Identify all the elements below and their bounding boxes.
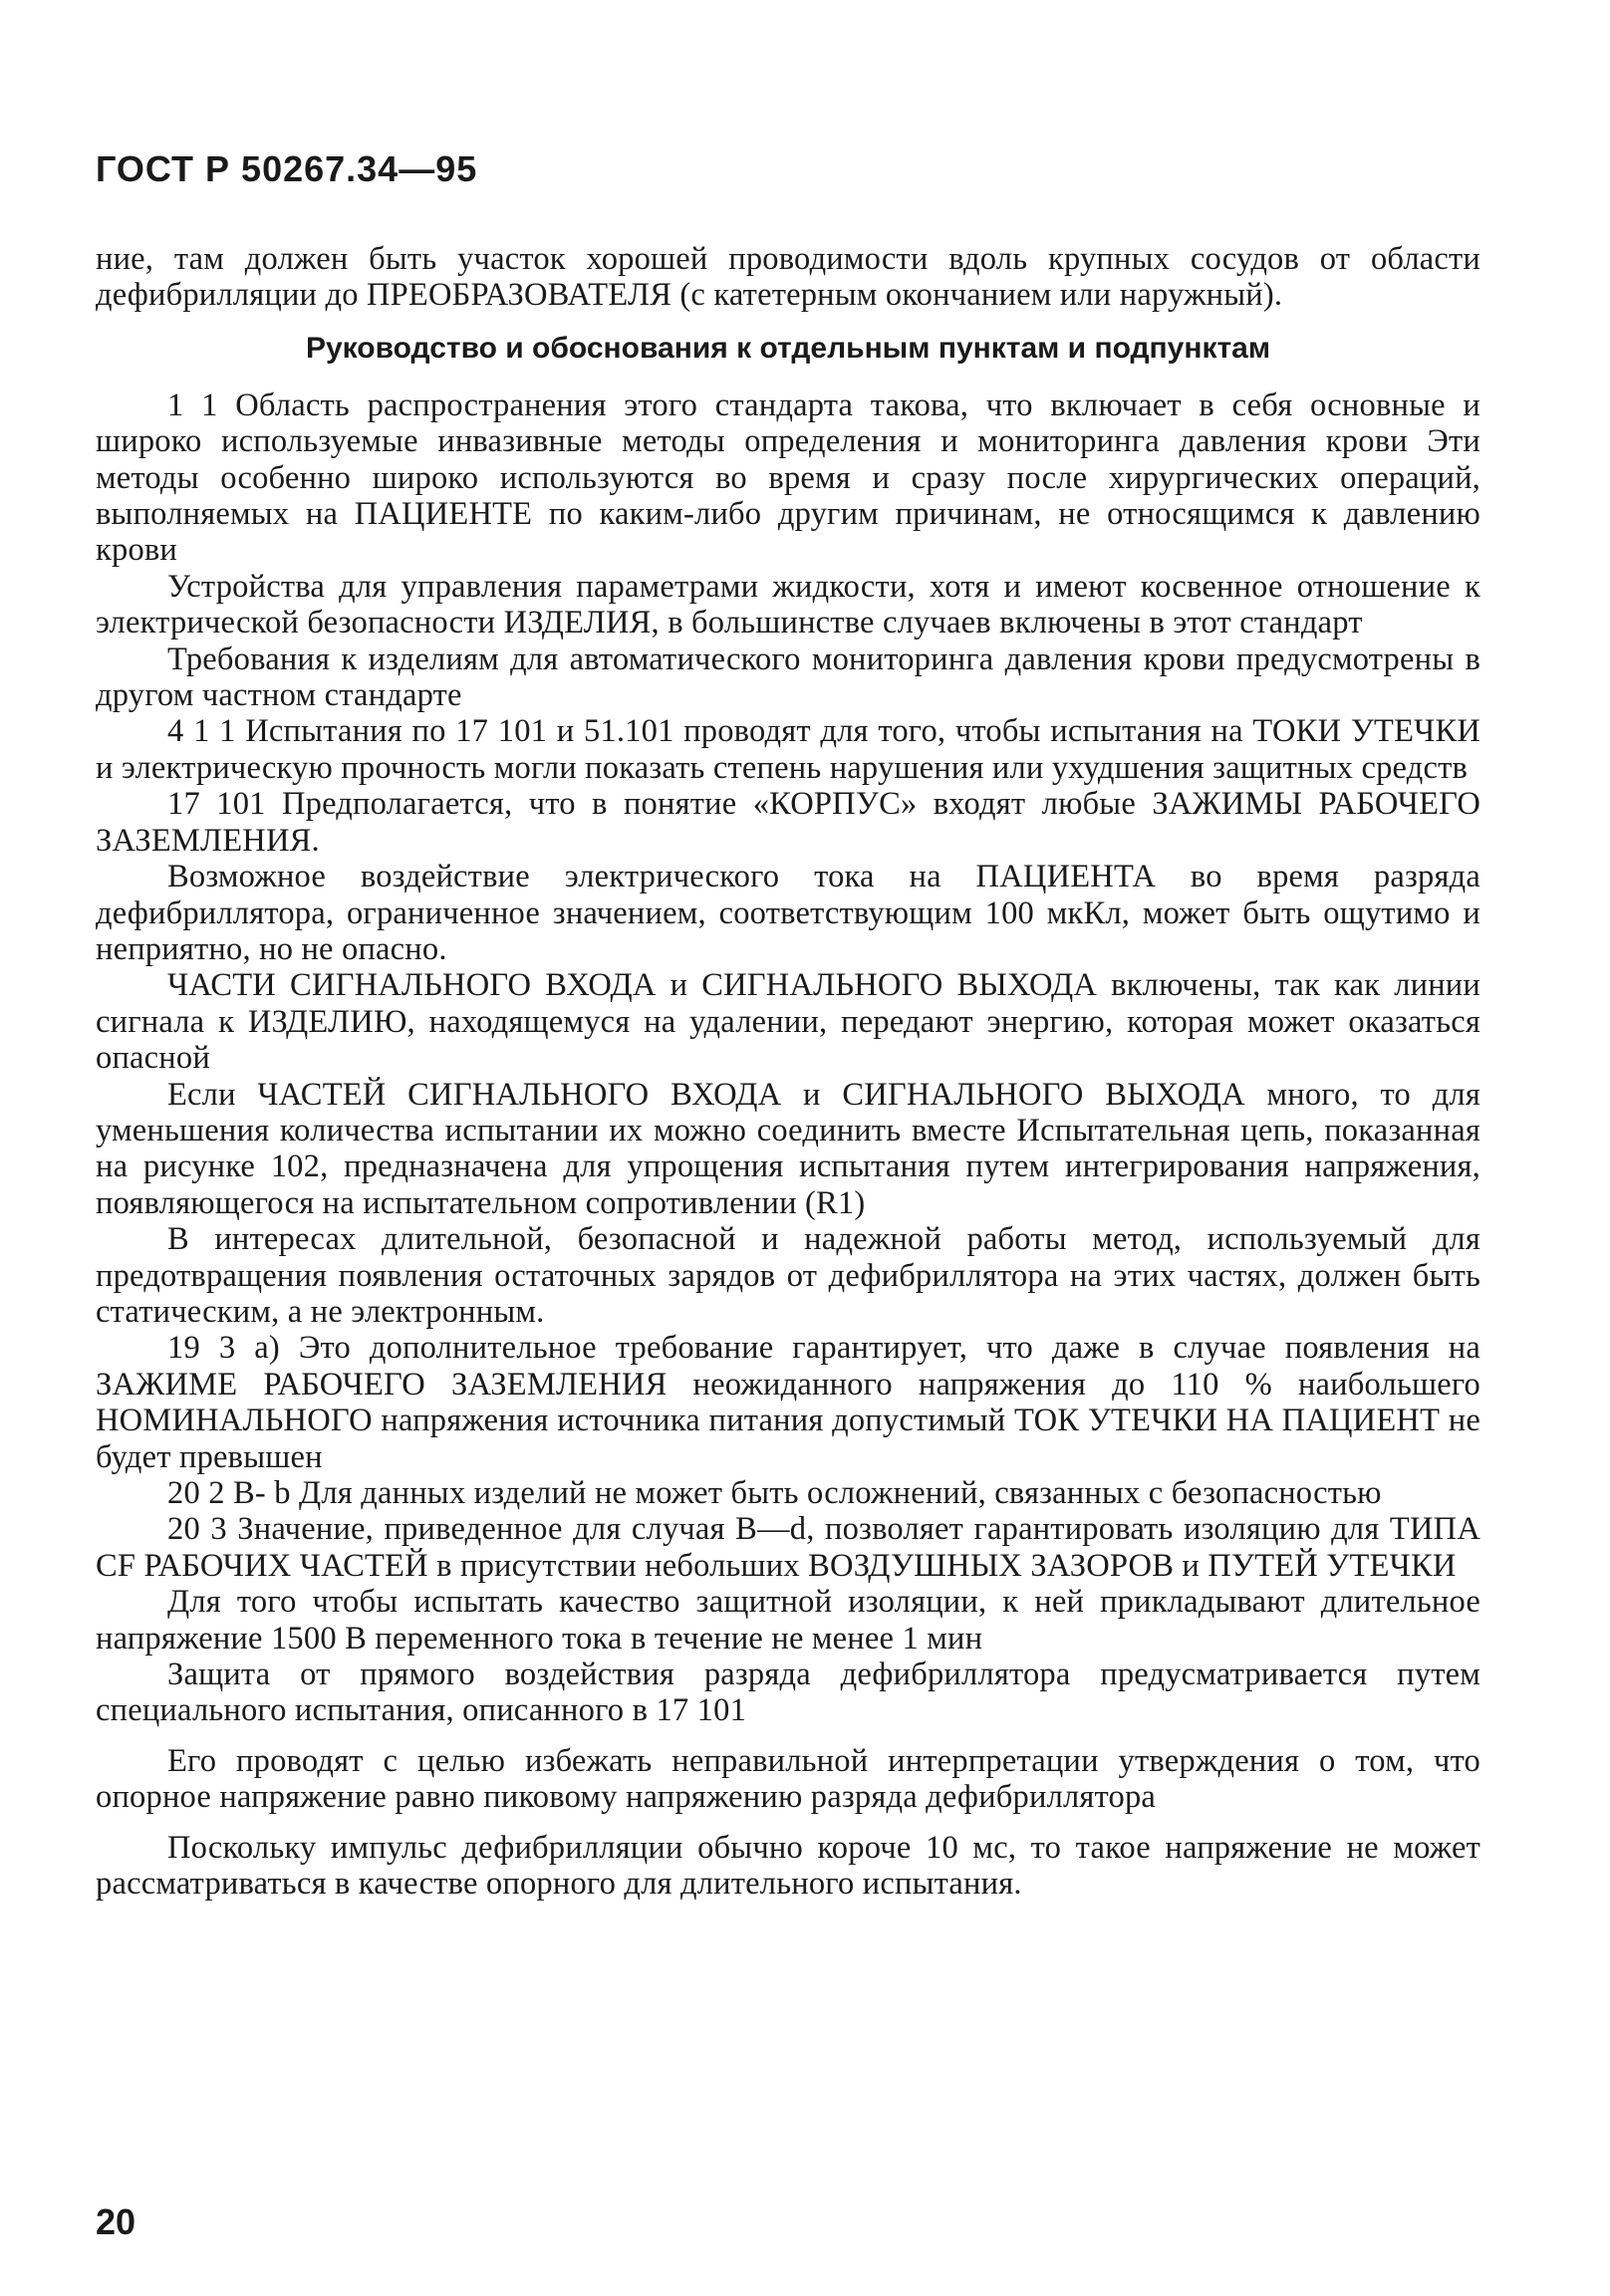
paragraph-interpretation: Его проводят с целью избежать неправильной интерпретации утверждения о том, что опорное напряжение равно пиковому напряжению разряда дефибриллятора (96, 1742, 1480, 1816)
paragraph-test-circuit: Если ЧАСТЕЙ СИГНАЛЬНОГО ВХОДА и СИГНАЛЬНОГО ВЫХОДА много, то для уменьшения количества испытании их можно соединить вместе Испытательная цепь, показанная на рисунке 102, предназначена для упрощения испытания путем интегрирования напряжения, появляющегося на испытательном сопротивлении (R1) (96, 1076, 1480, 1221)
paragraph-20-3: 20 3 Значение, приведенное для случая В—d, позволяет гарантировать изоляцию для ТИПА CF РАБОЧИХ ЧАСТЕЙ в присутствии небольших ВОЗДУШНЫХ ЗАЗОРОВ и ПУТЕЙ УТЕЧКИ (96, 1511, 1480, 1584)
paragraph-17-101: 17 101 Предполагается, что в понятие «КОРПУС» входят любые ЗАЖИМЫ РАБОЧЕГО ЗАЗЕМЛЕНИЯ. (96, 786, 1480, 859)
paragraph-20-2: 20 2 В- b Для данных изделий не может быть осложнений, связанных с безопасностью (167, 1475, 1382, 1511)
page-number: 20 (96, 2201, 136, 2242)
paragraph-insulation-test: Для того чтобы испытать качество защитной изоляции, к ней прикладывают длительное напряжение 1500 В переменного тока в течение не менее 1 мин (96, 1584, 1480, 1657)
document-page (96, 149, 1480, 1902)
paragraph-4-1-1: 4 1 1 Испытания по 17 101 и 51.101 проводят для того, чтобы испытания на ТОКИ УТЕЧКИ и электрическую прочность могли показать степень нарушения или ухудшения защитных средств (96, 713, 1480, 786)
paragraph-fluid-devices: Устройства для управления параметрами жидкости, хотя и имеют косвенное отношение к электрической безопасности ИЗДЕЛИЯ, в большинстве случаев включены в этот стандарт (96, 568, 1480, 641)
section-title: Руководство и обоснования к отдельным пунктам и подпунктам (305, 331, 1271, 365)
paragraph-impulse: Поскольку импульс дефибрилляции обычно короче 10 мс, то такое напряжение не может рассматриваться в качестве опорного для длительного испытания. (96, 1829, 1480, 1903)
paragraph-19-3-a: 19 3 а) Это дополнительное требование гарантирует, что даже в случае появления на ЗАЖИМЕ РАБОЧЕГО ЗАЗЕМЛЕНИЯ неожиданного напряжения до 110 % наибольшего НОМИНАЛЬНОГО напряжения источника питания допустимый ТОК УТЕЧКИ НА ПАЦИЕНТ не будет превышен (96, 1330, 1480, 1475)
paragraph-auto-monitoring: Требования к изделиям для автоматического мониторинга давления крови предусмотрены в другом частном стандарте (96, 640, 1480, 714)
paragraph-patient-current: Возможное воздействие электрического тока на ПАЦИЕНТА во время разряда дефибриллятора, ограниченное значением, соответствующим 100 мкКл, может быть ощутимо и неприятно, но не опасно. (96, 859, 1480, 967)
intro-paragraph: ние, там должен быть участок хорошей проводимости вдоль крупных сосудов от области дефибрилляции до ПРЕОБРАЗОВАТЕЛЯ (с катетерным окончанием или наружный). (96, 241, 1480, 314)
paragraph-scope: 1 1 Область распространения этого стандарта такова, что включает в себя основные и широко используемые инвазивные методы определения и мониторинга давления крови Эти методы особенно широко используются во время и сразу после хирургических операций, выполняемых на ПАЦИЕНТЕ по каким-либо другим причинам, не относящимся к давлению крови (96, 386, 1480, 569)
paragraph-signal-parts: ЧАСТИ СИГНАЛЬНОГО ВХОДА и СИГНАЛЬНОГО ВЫХОДА включены, так как линии сигнала к ИЗДЕЛИЮ, находящемуся на удалении, передают энергию, которая может оказаться опасной (96, 967, 1480, 1077)
paragraph-static-method: В интересах длительной, безопасной и надежной работы метод, используемый для предотвращения появления остаточных зарядов от дефибриллятора на этих частях, должен быть статическим, а не электронным. (96, 1221, 1480, 1330)
paragraph-protection: Защита от прямого воздействия разряда дефибриллятора предусматривается путем специального испытания, описанного в 17 101 (96, 1657, 1480, 1729)
document-code-header: ГОСТ Р 50267.34—95 (96, 148, 478, 189)
